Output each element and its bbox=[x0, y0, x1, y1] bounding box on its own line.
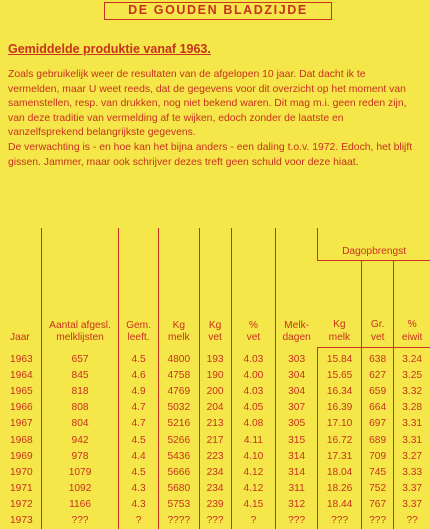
table-cell: 239 bbox=[199, 497, 231, 513]
col-header-kg-milk: Kg melk bbox=[159, 228, 199, 348]
col-header-daily-kg-milk: Kg melk bbox=[318, 261, 362, 348]
table-cell: 314 bbox=[276, 465, 318, 481]
col-header-kg-fat: Kg vet bbox=[199, 228, 231, 348]
table-cell: 1963 bbox=[10, 353, 33, 365]
table-cell: 4758 bbox=[159, 368, 199, 384]
table-cell: 3.33 bbox=[394, 465, 430, 481]
table-row bbox=[4, 481, 430, 497]
table-cell: 3.31 bbox=[394, 416, 430, 432]
table-cell: 4.15 bbox=[231, 497, 275, 513]
table-cell: 4.5 bbox=[118, 348, 158, 369]
table-cell: 808 bbox=[42, 400, 119, 416]
table-cell: 1973 bbox=[10, 514, 33, 526]
col-header-year: Jaar bbox=[10, 332, 30, 343]
intro-paragraph-2: De verwachting is - en hoe kan het bijna anders - een daling t.o.v. 1972. Edoch, het blijft gissen. Jammer, maar ook schrijver dezes treft geen schuld voor deze hiaat. bbox=[8, 141, 413, 168]
table-cell: 3.32 bbox=[394, 384, 430, 400]
table-cell: 234 bbox=[199, 481, 231, 497]
table-cell: 1970 bbox=[10, 466, 33, 478]
table-cell: 4.03 bbox=[231, 348, 275, 369]
table-cell: 804 bbox=[42, 416, 119, 432]
col-header-daily-gr-fat: Gr. vet bbox=[362, 261, 394, 348]
table-cell: 1968 bbox=[10, 434, 33, 446]
table-cell: ? bbox=[118, 513, 158, 529]
table-cell: 845 bbox=[42, 368, 119, 384]
table-cell: 18.44 bbox=[318, 497, 362, 513]
table-cell: 5266 bbox=[159, 432, 199, 448]
table-cell: ??? bbox=[362, 513, 394, 529]
table-cell: 5680 bbox=[159, 481, 199, 497]
table-cell: 4.5 bbox=[118, 432, 158, 448]
table-cell: 16.72 bbox=[318, 432, 362, 448]
col-header-lists: Aantal afgesl. melklijsten bbox=[42, 228, 119, 348]
table-cell: 5753 bbox=[159, 497, 199, 513]
table-cell: 709 bbox=[362, 449, 394, 465]
table-cell: 745 bbox=[362, 465, 394, 481]
table-cell: 4.00 bbox=[231, 368, 275, 384]
table-cell: 3.27 bbox=[394, 449, 430, 465]
table-cell: 4.7 bbox=[118, 400, 158, 416]
table-cell: 311 bbox=[276, 481, 318, 497]
table-cell: 193 bbox=[199, 348, 231, 369]
table-cell: 4.03 bbox=[231, 384, 275, 400]
table-cell: 627 bbox=[362, 368, 394, 384]
table-cell: 4800 bbox=[159, 348, 199, 369]
intro-paragraph-1: Zoals gebruikelijk weer de resultaten van de afgelopen 10 jaar. Dat dacht ik te vermelden, maar U weet reeds, dat de gegevens voor dit overzicht op het moment van samenstellen, resp. van drukken, nog niet bekend waren. Dit mag m.i. geen reden zijn, van deze traditie van vermelding af te wijken, edoch zonder de laatste en vanzelfsprekend belangrijkste gegevens. bbox=[8, 69, 407, 139]
table-cell: 4.5 bbox=[118, 465, 158, 481]
table-cell: 5666 bbox=[159, 465, 199, 481]
table-cell: 4.3 bbox=[118, 481, 158, 497]
table-cell: 4.10 bbox=[231, 449, 275, 465]
table-cell: 1972 bbox=[10, 498, 33, 510]
table-cell: ??? bbox=[276, 513, 318, 529]
col-group-daily-yield: Dagopbrengst bbox=[318, 228, 430, 261]
table-cell: 638 bbox=[362, 348, 394, 369]
table-cell: 4.6 bbox=[118, 368, 158, 384]
table-cell: ?? bbox=[394, 513, 430, 529]
table-cell: 18.26 bbox=[318, 481, 362, 497]
table-row bbox=[4, 348, 430, 369]
table-cell: 664 bbox=[362, 400, 394, 416]
section-title: Gemiddelde produktie vanaf 1963. bbox=[8, 42, 211, 56]
table-cell: 16.39 bbox=[318, 400, 362, 416]
table-cell: 303 bbox=[276, 348, 318, 369]
table-row bbox=[4, 368, 430, 384]
table-cell: 1966 bbox=[10, 402, 33, 414]
table-cell: 234 bbox=[199, 465, 231, 481]
table-cell: 697 bbox=[362, 416, 394, 432]
table-cell: 4.3 bbox=[118, 497, 158, 513]
table-cell: 4.12 bbox=[231, 465, 275, 481]
table-cell: 1971 bbox=[10, 482, 33, 494]
table-cell: 304 bbox=[276, 368, 318, 384]
table-cell: 942 bbox=[42, 432, 119, 448]
table-cell: 314 bbox=[276, 449, 318, 465]
table-cell: 1964 bbox=[10, 370, 33, 382]
table-cell: 3.25 bbox=[394, 368, 430, 384]
table-cell: ? bbox=[231, 513, 275, 529]
table-cell: 3.37 bbox=[394, 497, 430, 513]
table-cell: 659 bbox=[362, 384, 394, 400]
table-cell: 190 bbox=[199, 368, 231, 384]
table-cell: ??? bbox=[199, 513, 231, 529]
table-cell: 5436 bbox=[159, 449, 199, 465]
table-cell: 17.10 bbox=[318, 416, 362, 432]
table-cell: 307 bbox=[276, 400, 318, 416]
table-cell: 315 bbox=[276, 432, 318, 448]
table-cell: 200 bbox=[199, 384, 231, 400]
table-cell: 752 bbox=[362, 481, 394, 497]
table-cell: 4.11 bbox=[231, 432, 275, 448]
table-cell: 1079 bbox=[42, 465, 119, 481]
col-header-milk-days: Melk-dagen bbox=[276, 228, 318, 348]
table-cell: 305 bbox=[276, 416, 318, 432]
intro-text bbox=[8, 68, 418, 170]
table-cell: 4.9 bbox=[118, 384, 158, 400]
table-cell: 3.31 bbox=[394, 432, 430, 448]
table-cell: 5032 bbox=[159, 400, 199, 416]
table-cell: ??? bbox=[42, 513, 119, 529]
table-cell: 304 bbox=[276, 384, 318, 400]
table-cell: 4769 bbox=[159, 384, 199, 400]
table-row bbox=[4, 400, 430, 416]
table-row bbox=[4, 497, 430, 513]
table-cell: 4.7 bbox=[118, 416, 158, 432]
table-cell: 818 bbox=[42, 384, 119, 400]
table-cell: 17.31 bbox=[318, 449, 362, 465]
table-cell: 1965 bbox=[10, 386, 33, 398]
col-header-age: Gem. leeft. bbox=[118, 228, 158, 348]
table-cell: 204 bbox=[199, 400, 231, 416]
table-row bbox=[4, 432, 430, 448]
production-table bbox=[4, 228, 430, 529]
table-cell: 1166 bbox=[42, 497, 119, 513]
table-cell: 217 bbox=[199, 432, 231, 448]
table-cell: 3.28 bbox=[394, 400, 430, 416]
table-row bbox=[4, 416, 430, 432]
table-cell: 1967 bbox=[10, 418, 33, 430]
table-cell: 4.12 bbox=[231, 481, 275, 497]
table-cell: 16.34 bbox=[318, 384, 362, 400]
table-cell: 15.65 bbox=[318, 368, 362, 384]
table-cell: 15.84 bbox=[318, 348, 362, 369]
table-cell: 1969 bbox=[10, 450, 33, 462]
table-cell: 5216 bbox=[159, 416, 199, 432]
table-cell: ??? bbox=[318, 513, 362, 529]
table-cell: 3.37 bbox=[394, 481, 430, 497]
table-cell: 689 bbox=[362, 432, 394, 448]
table-cell: 978 bbox=[42, 449, 119, 465]
table-cell: 213 bbox=[199, 416, 231, 432]
table-cell: 1092 bbox=[42, 481, 119, 497]
page-header-title: DE GOUDEN BLADZIJDE bbox=[104, 2, 332, 20]
table-cell: ???? bbox=[159, 513, 199, 529]
table-cell: 4.4 bbox=[118, 449, 158, 465]
table-cell: 657 bbox=[42, 348, 119, 369]
table-cell: 223 bbox=[199, 449, 231, 465]
table-row bbox=[4, 465, 430, 481]
table-cell: 767 bbox=[362, 497, 394, 513]
table-cell: 4.05 bbox=[231, 400, 275, 416]
col-header-fat-pct: % vet bbox=[231, 228, 275, 348]
table-row bbox=[4, 384, 430, 400]
table-row bbox=[4, 513, 430, 529]
col-header-daily-protein: % eiwit bbox=[394, 261, 430, 348]
table-cell: 3.24 bbox=[394, 348, 430, 369]
table-cell: 4.08 bbox=[231, 416, 275, 432]
table-row bbox=[4, 449, 430, 465]
table-cell: 312 bbox=[276, 497, 318, 513]
table-cell: 18.04 bbox=[318, 465, 362, 481]
